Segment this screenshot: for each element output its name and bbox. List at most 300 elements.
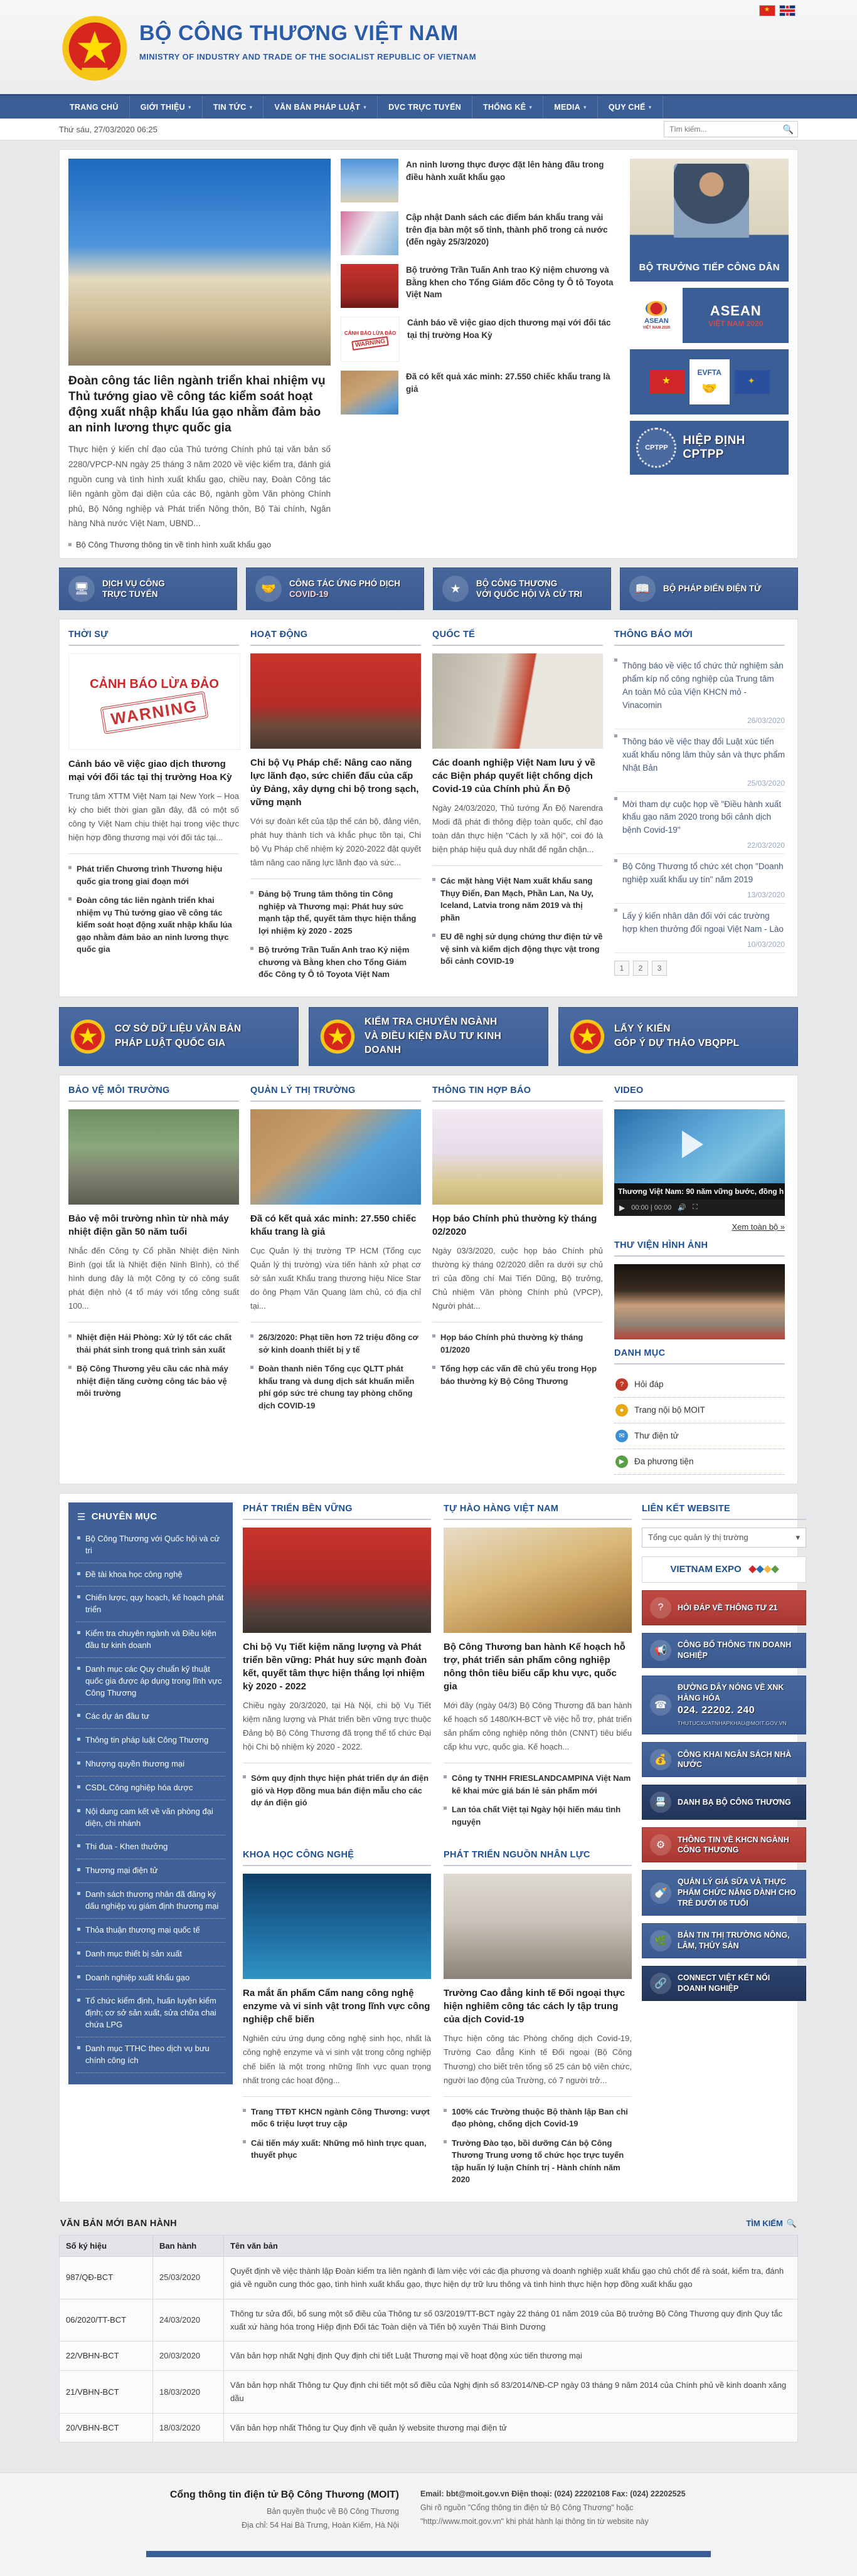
- article-image[interactable]: [444, 1528, 632, 1633]
- website-links-select[interactable]: Tổng cục quản lý thị trường ▾: [642, 1528, 806, 1548]
- bottom-bar: [146, 2551, 711, 2557]
- divider: [68, 645, 239, 646]
- list-item[interactable]: Đảng bộ Trung tâm thông tin Công nghiệp và Thương mại: Phát huy sức mạnh tập thể, quyết tâm thực hiện thắng lợi nhiệm kỳ 2020 - 2025: [250, 888, 421, 937]
- article-headline[interactable]: Chi bộ Vụ Pháp chế: Nâng cao năng lực lãnh đạo, sức chiến đấu của cấp ủy Đảng, xây dựng chi bộ trong sạch, vững mạnh: [250, 757, 419, 808]
- ban-tin-thi-truong-banner[interactable]: 🌿 BẢN TIN THỊ TRƯỜNG NÔNG, LÂM, THỦY SẢN: [642, 1923, 806, 1958]
- section-title: KHOA HỌC CÔNG NGHỆ: [243, 1850, 354, 1861]
- phone-icon: ☎: [650, 1694, 671, 1716]
- divider: [614, 645, 785, 646]
- section-title: THÔNG BÁO MỚI: [614, 630, 693, 640]
- bullet-icon: [77, 1667, 80, 1670]
- article-image[interactable]: [432, 653, 603, 749]
- divider: [614, 1101, 785, 1102]
- bullet-icon: [432, 1334, 435, 1338]
- list-item[interactable]: Bộ trưởng Trần Tuấn Anh trao Kỷ niệm chương và Bằng khen cho Tổng Giám đốc Công ty Ô tô Toyota Việt Nam: [250, 944, 421, 981]
- divider: [243, 2096, 431, 2097]
- bullet-icon: [77, 1998, 80, 2002]
- section-title: THỜI SỰ: [68, 630, 109, 640]
- article-excerpt: Ngày 24/03/2020, Thủ tướng Ấn Độ Narendra Modi đã phát đi thông điệp toàn quốc, chỉ đạo toàn dân thực hiện "Cách ly xã hội", coi đó là biện pháp hiệu quả duy nhất để ngăn chặn...: [432, 803, 603, 855]
- section-title: TỰ HÀO HÀNG VIỆT NAM: [444, 1503, 559, 1514]
- article-headline[interactable]: Ra mắt ấn phẩm Cẩm nang công nghệ enzyme và vi sinh vật trong lĩnh vực công nghiệp chế biến: [243, 1988, 430, 2025]
- monitor-icon: 🖥: [68, 576, 95, 602]
- related-links: [432, 1331, 603, 1387]
- sub-bar: [0, 119, 857, 140]
- gia-sua-banner[interactable]: 🍼 QUẢN LÝ GIÁ SỮA VÀ THỰC PHẨM CHỨC NĂNG DÀNH CHO TRẺ DƯỚI 06 TUỔI: [642, 1870, 806, 1916]
- bullet-icon: [77, 1572, 80, 1575]
- article-excerpt: Thực hiện công tác Phòng chống dịch Covid-19, Trường Cao đẳng Kinh tế Đối ngoại (Bộ Công Thương) cho biết trên tổng số 25 cán bộ viên chức, người lao động của Trường, có 7 người trở...: [444, 2034, 632, 2085]
- row3-right-rail: [642, 1502, 806, 2193]
- article-excerpt: Ngày 03/3/2020, cuộc họp báo Chính phủ thường kỳ tháng 02/2020 diễn ra dưới sự chủ trì của đồng chí Mai Tiến Dũng, Bộ trưởng, Chủ nhiệm Văn phòng Chính phủ (VPCP), Người phát...: [432, 1245, 603, 1311]
- bullet-icon: [444, 2140, 447, 2143]
- related-links: [432, 875, 603, 968]
- bullet-icon: [432, 934, 435, 937]
- notice-link[interactable]: Mời tham dự cuộc họp về "Điều hành xuất khẩu gạo năm 2020 trong bối cảnh dịch bệnh Covid-19": [614, 798, 785, 838]
- notice-link[interactable]: Thông báo về việc tổ chức thử nghiệm sản phẩm kíp nổ công nghiệp của Trung tâm An toàn Mỏ của Viện KHCN mỏ - Vinacomin: [614, 660, 785, 712]
- bullet-icon: [432, 1366, 435, 1369]
- nav-item-media[interactable]: MEDIA ▾: [543, 96, 598, 119]
- table-row[interactable]: 21/VBHN-BCT 18/03/2020 Văn bản hợp nhất Thông tư Quy định chi tiết một số điều của Nghị định số 83/2014/NĐ-CP ngày 03 tháng 9 năm 2014 của Chính phủ về kinh doanh xăng dầu: [60, 2370, 798, 2413]
- list-item[interactable]: Bộ trưởng Trần Tuấn Anh trao Kỷ niệm chương và Bằng khen cho Tổng Giám đốc Công ty Ô tô Toyota Việt Nam: [341, 264, 620, 308]
- bullet-icon: [68, 543, 72, 546]
- section-title: PHÁT TRIỂN NGUỒN NHÂN LỰC: [444, 1850, 590, 1861]
- bullet-icon: [77, 1868, 80, 1871]
- bullet-icon: [250, 1334, 253, 1338]
- hotline-xnk-banner[interactable]: ☎ ĐƯỜNG DÂY NÓNG VỀ XNK HÀNG HÓA 024. 22202. 240 THUTUCXUATNHAPKHAU@MOIT.GOV.VN: [642, 1676, 806, 1734]
- nav-item-quy-che[interactable]: QUY CHẾ ▾: [598, 96, 663, 119]
- video-time: 00:00 | 00:00: [631, 1203, 672, 1211]
- hoi-dap-tt21-banner[interactable]: ? HỎI ĐÁP VỀ THÔNG TƯ 21: [642, 1590, 806, 1625]
- current-date: Thứ sáu, 27/03/2020 06:25: [59, 124, 157, 134]
- bullet-icon: [68, 897, 72, 900]
- related-links: [243, 2106, 431, 2162]
- divider: [614, 1363, 785, 1365]
- article-headline[interactable]: Chi bộ Vụ Tiết kiệm năng lượng và Phát triển bền vững: Phát huy sức mạnh đoàn kết, quyết tâm thực hiện thắng lợi nhiệm kỳ 2020 - 2022: [243, 1641, 427, 1692]
- warning-thumbnail: CẢNH BÁO LỪA ĐẢO WARNING: [341, 317, 400, 362]
- sidebar-title: CHUYÊN MỤC: [91, 1511, 157, 1523]
- bullet-icon: [77, 1975, 80, 1978]
- chevron-down-icon: ▾: [583, 103, 587, 110]
- list-item[interactable]: Công ty TNHH FRIESLANDCAMPINA Việt Nam kê khai mức giá bán lẻ sản phẩm mới: [444, 1772, 632, 1797]
- bullet-icon: [243, 1775, 246, 1778]
- menu-icon: ☰: [77, 1511, 86, 1523]
- related-links: [444, 1772, 632, 1828]
- bullet-icon: [77, 1928, 80, 1931]
- legal-codex-button[interactable]: 📖 BỘ PHÁP ĐIỂN ĐIỆN TỬ: [620, 567, 798, 610]
- section-video: [614, 1084, 785, 1475]
- divider: [243, 1519, 431, 1520]
- bullet-icon: [614, 734, 617, 737]
- sidebar-item[interactable]: Bộ Công Thương với Quốc hội và cử tri: [76, 1528, 225, 1563]
- table-row[interactable]: 20/VBHN-BCT 18/03/2020 Văn bản hợp nhất Thông tư Quy định về quản lý website thương mại điện tử: [60, 2413, 798, 2442]
- list-item[interactable]: Phát triển Chương trình Thương hiệu quốc gia trong giai đoạn mới: [68, 863, 239, 887]
- star-emblem-icon: ★: [442, 576, 469, 602]
- covid19-response-button[interactable]: 🤝 CÔNG TÁC ỨNG PHÓ DỊCH COVID-19: [246, 567, 424, 610]
- vietnam-emblem-icon: [569, 1018, 605, 1055]
- contact-book-icon: 📇: [650, 1792, 671, 1813]
- article-image[interactable]: [68, 1109, 239, 1205]
- article-headline[interactable]: Cảnh báo về việc giao dịch thương mại với đối tác tại thị trường Hoa Kỳ: [68, 759, 232, 783]
- quick-links-row: [59, 567, 798, 610]
- hero-side-list: [341, 159, 620, 549]
- section-title: THÔNG TIN HỢP BÁO: [432, 1085, 531, 1095]
- page-button-1[interactable]: 1: [614, 961, 629, 976]
- bullet-icon: [444, 2109, 447, 2112]
- footer-copyright: Bản quyền thuộc về Bộ Công Thương: [267, 2507, 399, 2516]
- list-item[interactable]: Sớm quy định thực hiện phát triển dự án điện gió và Hợp đồng mua bán điện mẫu cho các dự án điện gió: [243, 1772, 431, 1809]
- bullet-icon: [77, 1738, 80, 1741]
- ngan-sach-banner[interactable]: 💰 CÔNG KHAI NGÂN SÁCH NHÀ NƯỚC: [642, 1742, 806, 1777]
- sidebar-item[interactable]: CSDL Công nghiệp hóa dược: [76, 1776, 225, 1800]
- list-item[interactable]: Đoàn công tác liên ngành triển khai nhiệm vụ Thủ tướng giao về công tác kiểm soát hoạt động xuất nhập khẩu lúa gạo nhằm đảm bảo an ninh lương thực quốc gia: [68, 894, 239, 956]
- hero-article-image[interactable]: [68, 159, 331, 366]
- sidebar-item[interactable]: Thương mại điện tử: [76, 1859, 225, 1883]
- sidebar-item[interactable]: Chiến lược, quy hoạch, kế hoạch phát triển: [76, 1586, 225, 1622]
- khcn-info-banner[interactable]: ⚙ THÔNG TIN VỀ KHCN NGÀNH CÔNG THƯƠNG: [642, 1827, 806, 1862]
- nav-item-van-ban[interactable]: VĂN BẢN PHÁP LUẬT ▾: [263, 96, 378, 119]
- table-row[interactable]: 987/QĐ-BCT 25/03/2020 Quyết định về việc thành lập Đoàn kiểm tra liên ngành đi làm việc với các địa phương và doanh nghiệp xuất khẩu gạo chủ chốt để rà soát, kiểm tra, đánh giá về nguồn cung thóc gạo, tình hình xuất khẩu gạo, thực hiện dự trữ lưu thông và tình hình thực hiện hợp đồng xuất khẩu gạo: [60, 2256, 798, 2299]
- sidebar-item[interactable]: Thông tin pháp luật Công Thương: [76, 1729, 225, 1753]
- divider: [250, 645, 421, 646]
- megaphone-icon: 📢: [650, 1640, 671, 1661]
- article-excerpt: Nhắc đến Công ty Cổ phần Nhiệt điện Ninh Bình (gọi tắt là Nhiệt điện Ninh Bình), có thể hình dung đây là một Công ty có công suất phát điện nhỏ (4 tổ máy với tổng công suất 100...: [68, 1245, 239, 1311]
- bullet-icon: [250, 1366, 253, 1369]
- bullet-icon: [77, 1631, 80, 1634]
- hero-section: [59, 149, 798, 559]
- list-item[interactable]: Tổng hợp các vấn đề chủ yếu trong Họp báo thường kỳ Bộ Công Thương: [432, 1363, 603, 1387]
- column-header: Ban hành: [153, 2235, 224, 2256]
- section-moi-truong: [68, 1084, 239, 1475]
- section-title: LIÊN KẾT WEBSITE: [642, 1503, 730, 1514]
- divider: [432, 1101, 603, 1102]
- list-item[interactable]: Các mặt hàng Việt Nam xuất khẩu sang Thụy Điển, Đan Mạch, Phần Lan, Na Uy, Iceland, Latvia trong năm 2019 và thị phần: [432, 875, 603, 924]
- list-item[interactable]: Bộ Công Thương yêu cầu các nhà máy nhiệt điện tăng cường công tác bảo vệ môi trường: [68, 1363, 239, 1400]
- sidebar-item[interactable]: Nội dung cam kết về văn phòng đại diện, chi nhánh: [76, 1800, 225, 1836]
- section-thoi-su: [68, 628, 239, 988]
- section-title: THƯ VIỆN HÌNH ẢNH: [614, 1240, 708, 1250]
- expo-logo-icon: [748, 1564, 778, 1575]
- coin-icon: 💰: [650, 1749, 671, 1770]
- section-hop-bao: [432, 1084, 603, 1475]
- search-icon[interactable]: 🔍: [782, 124, 794, 134]
- sidebar-item[interactable]: Tổ chức kiểm định, huấn luyện kiểm định; cơ sở sản xuất, sửa chữa chai chứa LPG: [76, 1990, 225, 2037]
- sidebar-item[interactable]: Danh mục các Quy chuẩn kỹ thuật quốc gia được áp dụng trong lĩnh vực Công Thương: [76, 1658, 225, 1706]
- notice-item: [614, 904, 785, 953]
- list-item[interactable]: Trang TTĐT KHCN ngành Công Thương: vượt mốc 6 triệu lượt truy cập: [243, 2106, 431, 2130]
- sidebar-item[interactable]: Thi đua - Khen thưởng: [76, 1835, 225, 1859]
- notice-date: 25/03/2020: [747, 778, 785, 788]
- article-image[interactable]: [243, 1528, 431, 1633]
- video-player[interactable]: [614, 1109, 785, 1216]
- bullet-icon: [250, 947, 253, 950]
- video-see-all-link[interactable]: Xem toàn bộ »: [732, 1222, 785, 1232]
- notice-item: [614, 653, 785, 729]
- photo-library-image[interactable]: [614, 1264, 785, 1339]
- chevron-down-icon: ▾: [648, 103, 652, 110]
- divider: [250, 1101, 421, 1102]
- site-header: [0, 0, 857, 94]
- vietnam-expo-banner[interactable]: VIETNAM EXPO: [642, 1556, 806, 1583]
- article-image[interactable]: [444, 1874, 632, 1979]
- related-links: [250, 888, 421, 981]
- bullet-icon: [77, 1951, 80, 1955]
- list-item[interactable]: 26/3/2020: Phạt tiền hơn 72 triệu đồng cơ sở kinh doanh thiết bị y tế: [250, 1331, 421, 1356]
- link-icon: 🔗: [650, 1973, 671, 1994]
- bullet-icon: [77, 1892, 80, 1895]
- cptpp-flags-circle-icon: CPTPP: [636, 428, 676, 468]
- documents-title: VĂN BẢN MỚI BAN HÀNH: [60, 2218, 177, 2229]
- section-title: HOẠT ĐỘNG: [250, 630, 308, 640]
- media-icon: ▶: [615, 1455, 628, 1468]
- nav-item-tin-tuc[interactable]: TIN TỨC ▾: [203, 96, 264, 119]
- related-links: [68, 863, 239, 956]
- article-headline[interactable]: Các doanh nghiệp Việt Nam lưu ý về các Biện pháp quyết liệt chống dịch Covid-19 của Chính phủ Ấn Độ: [432, 757, 595, 795]
- sidebar-item[interactable]: Các dự án đầu tư: [76, 1705, 225, 1729]
- page-button-3[interactable]: 3: [652, 961, 667, 976]
- bullet-icon: [614, 658, 617, 662]
- nav-item-dvc[interactable]: DVC TRỰC TUYẾN: [378, 96, 472, 119]
- table-row[interactable]: 06/2020/TT-BCT 24/03/2020 Thông tư sửa đổi, bổ sung một số điều của Thông tư số 03/2019/TT-BCT ngày 22 tháng 01 năm 2019 của Bộ trưởng Bộ Công Thương quy định Quy tắc xuất xứ hàng hóa trong Hiệp định Đối tác Toàn diện và Tiến bộ xuyên Thái Bình Dương: [60, 2299, 798, 2341]
- bullet-icon: [243, 2140, 246, 2143]
- section-ptbv: [243, 1502, 431, 1835]
- article-excerpt: Với sự đoàn kết của tập thể cán bộ, đảng viên, phát huy thành tích và khắc phục tồn tại, Chi bộ Vụ Pháp chế nhiệm kỳ 2020-2022 đặt quyết tâm nâng cao năng lực lãnh đạo và sức...: [250, 816, 421, 868]
- sidebar-item[interactable]: Đề tài khoa học công nghệ: [76, 1563, 225, 1587]
- specialized-inspection-banner[interactable]: KIỂM TRA CHUYÊN NGÀNH VÀ ĐIỀU KIỆN ĐẦU TƯ KINH DOANH: [309, 1007, 548, 1066]
- sidebar-item[interactable]: Danh mục thiết bị sản xuất: [76, 1943, 225, 1966]
- bullet-icon: [444, 1775, 447, 1778]
- divider: [68, 1101, 239, 1102]
- column-header: Số ký hiệu: [60, 2235, 153, 2256]
- asean-logo: ASEAN VIỆT NAM 2020: [630, 288, 683, 343]
- draft-feedback-banner[interactable]: LẤY Ý KIẾN GÓP Ý DỰ THẢO VBQPPL: [558, 1007, 798, 1066]
- question-icon: ?: [650, 1597, 671, 1618]
- sidebar-item-da-phuong-tien[interactable]: ▶ Đa phương tiện: [614, 1449, 785, 1475]
- related-links: [243, 1772, 431, 1809]
- column-header: Tên văn bản: [224, 2235, 798, 2256]
- divider: [444, 1519, 632, 1520]
- article-image[interactable]: [250, 1109, 421, 1205]
- notice-item: [614, 792, 785, 855]
- notice-link[interactable]: Bộ Công Thương tổ chức xét chọn "Doanh nghiệp xuất khẩu uy tín" năm 2019: [614, 860, 785, 887]
- list-item[interactable]: 100% các Trường thuộc Bộ thành lập Ban chỉ đạo phòng, chống dịch Covid-19: [444, 2106, 632, 2130]
- notice-item: [614, 729, 785, 792]
- sidebar-item[interactable]: Doanh nghiệp xuất khẩu gạo: [76, 1966, 225, 1990]
- section-thong-bao-moi: [614, 628, 785, 988]
- list-item[interactable]: Nhiệt điện Hải Phòng: Xử lý tốt các chất thải phát sinh trong quá trình sản xuất: [68, 1331, 239, 1356]
- search-icon: 🔍: [786, 2218, 797, 2228]
- nav-item-gioi-thieu[interactable]: GIỚI THIỆU ▾: [130, 96, 203, 119]
- main-navigation: [0, 94, 857, 119]
- minister-reception-banner[interactable]: BỘ TRƯỞNG TIẾP CÔNG DÂN: [630, 159, 789, 282]
- divider: [444, 1865, 632, 1866]
- government-banner-row: [59, 1007, 798, 1066]
- bullet-icon: [77, 1844, 80, 1847]
- hero-more-link[interactable]: Bộ Công Thương thông tin về tình hình xuất khẩu gạo: [68, 540, 331, 549]
- article-image[interactable]: [250, 653, 421, 749]
- cong-bo-thong-tin-banner[interactable]: 📢 CÔNG BỐ THÔNG TIN DOANH NGHIỆP: [642, 1633, 806, 1668]
- bullet-icon: [68, 866, 72, 869]
- sidebar-item[interactable]: Nhượng quyền thương mại: [76, 1753, 225, 1776]
- notice-link[interactable]: Lấy ý kiến nhân dân đối với các trường hợp khen thưởng đối ngoại Việt Nam - Lào: [614, 910, 785, 936]
- sidebar-item-trang-noi-bo[interactable]: ● Trang nội bộ MOIT: [614, 1398, 785, 1423]
- section-title: QUỐC TẾ: [432, 630, 476, 640]
- article-thumbnail: [341, 371, 398, 414]
- volume-icon[interactable]: 🔊: [678, 1204, 686, 1212]
- news-row-2: [59, 1075, 798, 1484]
- article-thumbnail: [341, 264, 398, 308]
- divider: [614, 1255, 785, 1257]
- notice-date: 10/03/2020: [747, 939, 785, 949]
- article-headline[interactable]: Bộ Công Thương ban hành Kế hoạch hỗ trợ, phát triển sản phẩm công nghiệp nông thôn tiêu biểu cấp khu vực, quốc gia: [444, 1641, 625, 1692]
- section-khcn: [243, 1849, 431, 2192]
- article-headline[interactable]: Đã có kết quả xác minh: 27.550 chiếc khẩu trang là giả: [250, 1213, 417, 1237]
- legal-database-banner[interactable]: CƠ SỞ DỮ LIỆU VĂN BẢN PHÁP LUẬT QUỐC GIA: [59, 1007, 299, 1066]
- bullet-icon: [77, 2046, 80, 2049]
- book-icon: 📖: [629, 576, 656, 602]
- bullet-icon: [614, 909, 617, 912]
- footer-address: Địa chỉ: 54 Hai Bà Trưng, Hoàn Kiếm, Hà Nội: [242, 2521, 399, 2530]
- footer-note: Ghi rõ nguồn "Cổng thông tin điện tử Bộ Công Thương" hoặc: [420, 2503, 634, 2513]
- article-excerpt: Chiều ngày 20/3/2020, tại Hà Nội, chi bộ Vụ Tiết kiệm năng lượng và Phát triển bền vững trực thuộc Đảng bộ Bộ Công Thương đã trọng thể tổ chức Đại hội Chi bộ nhiệm kỳ 2020 - 2022.: [243, 1700, 431, 1752]
- bullet-icon: [444, 1807, 447, 1810]
- article-headline[interactable]: Trường Cao đẳng kinh tế Đối ngoại thực hiện nghiêm công tác cách ly tập trung của dịch Covid-19: [444, 1988, 625, 2025]
- nav-item-home[interactable]: TRANG CHỦ: [59, 96, 130, 119]
- bullet-icon: [77, 1785, 80, 1788]
- national-assembly-button[interactable]: ★ BỘ CÔNG THƯƠNG VỚI QUỐC HỘI VÀ CỬ TRI: [433, 567, 611, 610]
- hero-article-headline[interactable]: Đoàn công tác liên ngành triển khai nhiệm vụ Thủ tướng giao về công tác kiểm soát hoạt động xuất nhập khẩu lúa gạo nhằm đảm bảo an ninh lương thực quốc gia: [68, 374, 326, 435]
- nav-item-thong-ke[interactable]: THỐNG KÊ ▾: [472, 96, 543, 119]
- danh-ba-banner[interactable]: 📇 DANH BẠ BỘ CÔNG THƯƠNG: [642, 1785, 806, 1820]
- cptpp-banner[interactable]: CPTPP HIỆP ĐỊNH CPTPP: [630, 421, 789, 475]
- hero-article-excerpt: Thực hiện ý kiến chỉ đạo của Thủ tướng Chính phủ tại văn bản số 2280/VPCP-NN ngày 25 tháng 3 năm 2020 về việc kiểm tra, đánh giá nguồn cung và tình hình xuất khẩu gạo, chiều nay, Đoàn Công tác liên ngành gồm đại diện của các Bộ, ngành gồm Văn phòng Chính phủ, Bộ Nông nghiệp và Phát triển Nông thôn, Bộ Tài chính, Ngân hàng Nhà nước Việt Nam, UBND...: [68, 445, 331, 529]
- leaf-icon: 🌿: [650, 1930, 671, 1951]
- chevron-down-icon: ▾: [188, 103, 191, 110]
- sidebar-item-thu-dien-tu[interactable]: ✉ Thư điện tử: [614, 1423, 785, 1449]
- connect-viet-banner[interactable]: 🔗 CONNECT VIỆT KẾT NỐI DOANH NGHIỆP: [642, 1966, 806, 2001]
- list-item[interactable]: Trường Đào tạo, bồi dưỡng Cán bộ Công Thương Trung ương tổ chức học trực tuyến tập huấn lý luận Chính trị - Hành chính năm 2020: [444, 2137, 632, 2186]
- intranet-icon: ●: [615, 1404, 628, 1417]
- sidebar-item[interactable]: Danh mục TTHC theo dịch vụ bưu chính công ích: [76, 2037, 225, 2073]
- article-thumbnail: [341, 211, 398, 255]
- article-image-warning[interactable]: CẢNH BÁO LỪA ĐẢO WARNING: [68, 653, 240, 750]
- article-headline[interactable]: Họp báo Chính phủ thường kỳ tháng 02/2020: [432, 1213, 597, 1237]
- minister-photo: [674, 164, 749, 238]
- fullscreen-icon[interactable]: ⛶: [692, 1203, 698, 1211]
- article-thumbnail: [341, 159, 398, 203]
- evfta-banner[interactable]: ★ EVFTA 🤝 ✦: [630, 349, 789, 414]
- footer-title: Cổng thông tin điện tử Bộ Công Thương (MOIT): [169, 2489, 399, 2501]
- chevron-down-icon: ▾: [529, 103, 533, 110]
- search-input[interactable]: [668, 124, 783, 134]
- vietnam-flag-icon: [649, 370, 684, 394]
- related-links: [444, 2106, 632, 2186]
- sidebar-item[interactable]: Danh sách thương nhân đã đăng ký dấu nghiệp vụ giám định thương mại: [76, 1883, 225, 1919]
- vietnamese-flag-icon[interactable]: [759, 5, 775, 16]
- section-title: VIDEO: [614, 1085, 644, 1095]
- article-excerpt: Trung tâm XTTM Việt Nam tại New York – Hoa kỳ cho biết thời gian gần đây, đã có một số công ty Việt Nam chịu thiệt hại trong việc thực hiện hợp đồng thương mại với đối tác tại...: [68, 791, 239, 843]
- language-switcher: [759, 5, 796, 16]
- site-footer: [0, 2473, 857, 2576]
- list-item[interactable]: An ninh lương thực được đặt lên hàng đầu trong điều hành xuất khẩu gạo: [341, 159, 620, 203]
- article-excerpt: Mới đây (ngày 04/3) Bộ Công Thương đã ban hành kế hoạch số 1480/KH-BCT về việc hỗ trợ, phát triển sản phẩm công nghiệp nông thôn (CNNT) tiêu biểu cấp khu vực, quốc gia. Kế hoạch...: [444, 1700, 632, 1752]
- list-item[interactable]: EU đề nghị sử dụng chứng thư điện tử về vệ sinh và kiểm dịch động thực vật trong bối cảnh COVID-19: [432, 931, 603, 968]
- bullet-icon: [77, 1714, 80, 1717]
- list-item[interactable]: Cập nhật Danh sách các điểm bán khẩu trang vải trên địa bàn một số tỉnh, thành phố trong cả nước (đến ngày 25/3/2020): [341, 211, 620, 255]
- hands-icon: 🤝: [255, 576, 282, 602]
- page-button-2[interactable]: 2: [633, 961, 648, 976]
- pagination: [614, 961, 785, 976]
- bullet-icon: [77, 1761, 80, 1765]
- section-quoc-te: [432, 628, 603, 988]
- section-title: QUẢN LÝ THỊ TRƯỜNG: [250, 1085, 356, 1095]
- online-public-service-button[interactable]: 🖥 DỊCH VỤ CÔNG TRỰC TUYẾN: [59, 567, 237, 610]
- bullet-icon: [77, 1595, 80, 1598]
- documents-search-link[interactable]: TÌM KIẾM 🔍: [746, 2218, 797, 2229]
- table-row[interactable]: 22/VBHN-BCT 20/03/2020 Văn bản hợp nhất Nghị định Quy định chi tiết Luật Thương mại về hoạt động xúc tiến thương mại: [60, 2341, 798, 2370]
- section-ptnnl: [444, 1849, 632, 2192]
- article-image[interactable]: [432, 1109, 603, 1205]
- divider: [432, 645, 603, 646]
- chuyen-muc-sidebar: [68, 1502, 233, 2084]
- bullet-icon: [614, 859, 617, 862]
- divider: [444, 2096, 632, 2097]
- asean-banner[interactable]: ASEAN VIỆT NAM 2020 ASEAN VIỆT NAM 2020: [630, 288, 789, 343]
- vietnam-emblem-icon: [319, 1018, 356, 1055]
- notice-link[interactable]: Thông báo về việc thay đổi Luật xúc tiến xuất khẩu nông lâm thủy sản và thực phẩm Nhật Bản: [614, 736, 785, 775]
- list-item[interactable]: Cải tiến máy xuất: Những mô hình trực quan, thuyết phục: [243, 2137, 431, 2162]
- article-excerpt: Nghiên cứu ứng dụng công nghệ sinh học, nhất là công nghệ enzyme và vi sinh vật trong công nghiệp chế biến là một trong những lĩnh vực quan trọng nhất trong các hoạt động...: [243, 2034, 431, 2085]
- list-item[interactable]: Họp báo Chính phủ thường kỳ tháng 01/2020: [432, 1331, 603, 1356]
- documents-section: [59, 2215, 798, 2443]
- list-item[interactable]: Đoàn thanh niên Tổng cục QLTT phát khẩu trang và dung dịch sát khuẩn miễn phí góp sức trẻ chung tay phòng chống dịch COVID-19: [250, 1363, 421, 1412]
- list-item[interactable]: Đã có kết quả xác minh: 27.550 chiếc khẩu trang là giả: [341, 371, 620, 414]
- chevron-down-icon: ▾: [249, 103, 253, 110]
- divider: [432, 865, 603, 866]
- play-icon[interactable]: ▶: [619, 1203, 625, 1212]
- vietnam-emblem-logo: [60, 14, 129, 83]
- related-links: [68, 1331, 239, 1400]
- video-caption: Thương Việt Nam: 90 năm vững bước, đồng h: [618, 1186, 784, 1196]
- news-row-3: [59, 1493, 798, 2202]
- video-thumbnail: [614, 1109, 785, 1183]
- sidebar-item[interactable]: Kiểm tra chuyên ngành và Điều kiện đầu tư kinh doanh: [76, 1622, 225, 1658]
- list-item[interactable]: CẢNH BÁO LỪA ĐẢO WARNING Cảnh báo về việc giao dịch thương mại với đối tác tại thị trường Hoa Kỳ: [341, 317, 620, 362]
- footer-contact: Email: bbt@moit.gov.vn Điện thoại: (024) 22202108 Fax: (024) 22202525: [420, 2489, 686, 2499]
- divider: [243, 1865, 431, 1866]
- bullet-icon: [243, 2109, 246, 2112]
- notice-item: [614, 854, 785, 904]
- list-item[interactable]: Lan tỏa chất Việt tại Ngày hội hiến máu tình nguyện: [444, 1803, 632, 1828]
- play-icon[interactable]: [682, 1131, 703, 1158]
- question-icon: ?: [615, 1378, 628, 1391]
- article-image[interactable]: [243, 1874, 431, 1979]
- eu-flag-icon: [735, 370, 770, 394]
- section-title: DANH MỤC: [614, 1348, 666, 1358]
- bullet-icon: [68, 1334, 72, 1338]
- bullet-icon: [432, 878, 435, 881]
- sidebar-item-hoi-dap[interactable]: ? Hỏi đáp: [614, 1372, 785, 1398]
- bullet-icon: [250, 891, 253, 894]
- sidebar-item[interactable]: Thỏa thuận thương mại quốc tế: [76, 1919, 225, 1943]
- bullet-icon: [614, 797, 617, 800]
- english-flag-icon[interactable]: [779, 5, 796, 16]
- row3-main-content: [243, 1502, 632, 2193]
- chevron-down-icon: ▾: [796, 1532, 800, 1542]
- divider: [68, 853, 239, 854]
- article-headline[interactable]: Bảo vệ môi trường nhìn từ nhà máy nhiệt điện gần 50 năm tuổi: [68, 1213, 229, 1237]
- chevron-down-icon: ▾: [363, 103, 367, 110]
- footer-note: "http://www.moit.gov.vn" khi phát hành lại thông tin từ website này: [420, 2517, 649, 2526]
- vietnam-emblem-icon: [70, 1018, 106, 1055]
